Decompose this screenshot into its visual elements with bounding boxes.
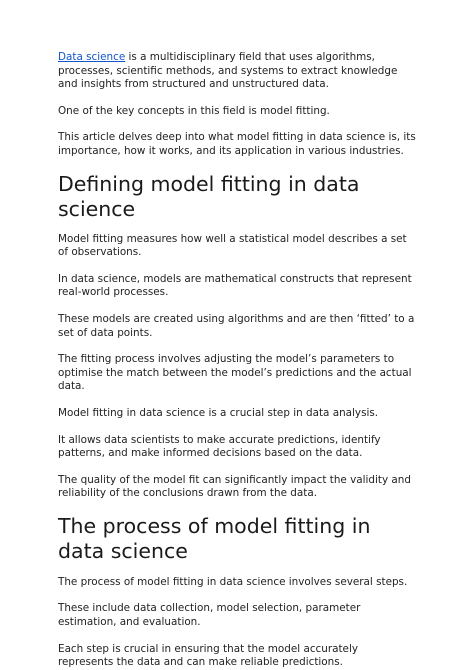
section-heading-process-of-model-fitting: The process of model fitting in data science: [58, 513, 371, 563]
section-heading-defining-model-fitting: Defining model fitting in data science: [58, 171, 360, 221]
section1-paragraph: Model fitting measures how well a statistical model describes a set of observations.: [58, 232, 407, 259]
intro-paragraph-3: This article delves deep into what model fitting in data science is, its importance, how it works, and its application in various industries.: [58, 131, 416, 157]
intro-paragraph-1-text: is a multidisciplinary field that uses algorithms, processes, scientific methods, and systems to extract knowledge and insights from structured and unstructured data.: [58, 51, 398, 91]
section1-paragraph: Model fitting in data science is a crucial step in data analysis.: [58, 406, 379, 419]
section2-paragraph: The process of model fitting in data science involves several steps.: [58, 575, 408, 588]
intro-paragraph-1: [58, 51, 416, 92]
section1-paragraph: These models are created using algorithms and are then ‘fitted’ to a set of data points.: [58, 312, 415, 339]
intro-paragraph-2: One of the key concepts in this field is model fitting.: [58, 104, 330, 117]
section1-paragraph: It allows data scientists to make accurate predictions, identify patterns, and make informed decisions based on the data.: [58, 433, 381, 460]
section1-paragraph: In data science, models are mathematical constructs that represent real-world processes.: [58, 272, 412, 299]
data-science-link[interactable]: Data science: [58, 51, 126, 63]
section2-paragraph: Each step is crucial in ensuring that the model accurately represents the data and can make reliable predictions.: [58, 642, 358, 669]
section2-paragraph: These include data collection, model selection, parameter estimation, and evaluation.: [58, 602, 361, 629]
section1-paragraph: The fitting process involves adjusting the model’s parameters to optimise the match between the model’s predictions and the actual data.: [58, 353, 412, 393]
section1-paragraph: The quality of the model fit can significantly impact the validity and reliability of the conclusions drawn from the data.: [58, 473, 411, 500]
